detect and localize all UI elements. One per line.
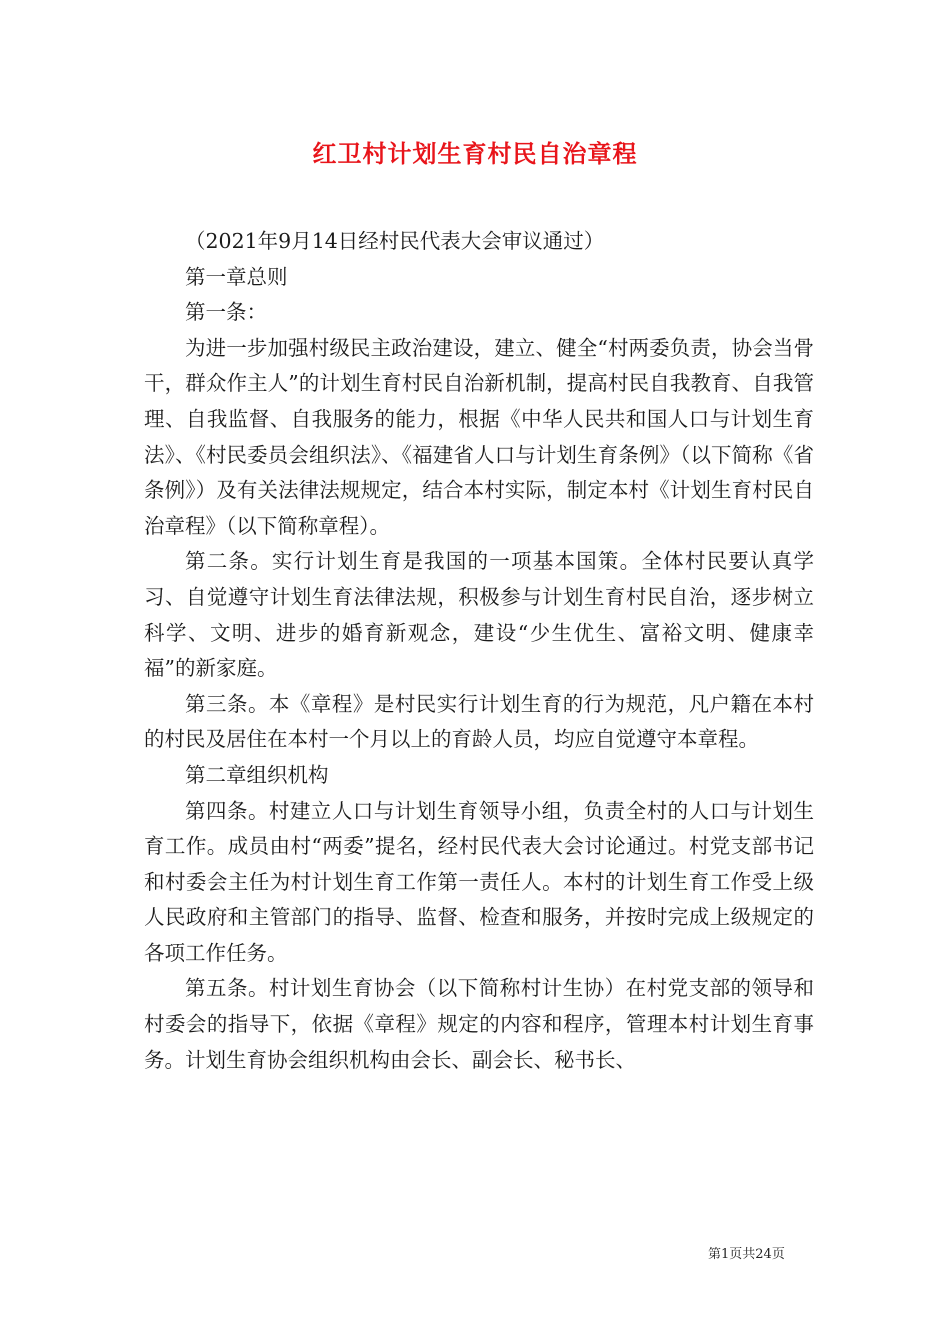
- document-title: 红卫村计划生育村民自治章程: [312, 139, 638, 168]
- chapter-heading: 第二章组织机构: [185, 762, 329, 787]
- article-paragraph: 为进一步加强村级民主政治建设，建立、健全“村两委负责，协会当骨干，群众作主人”的计划生育村民自治新机制，提高村民自我教育、自我管理、自我监督、自我服务的能力，根据《中华人民共和国人口与计划生育法》、《村民委员会组织法》、《福建省人口与计划生育条例》（以下简称《省条例》）及有关法律法规规定，结合本村实际，制定本村《计划生育村民自治章程》（以下简称章程）。: [144, 335, 814, 538]
- approval-note: （2021年9月14日经村民代表大会审议通过）: [185, 229, 605, 253]
- article-paragraph: 第五条。村计划生育协会（以下简称村计生协）在村党支部的领导和村委会的指导下，依据《章程》规定的内容和程序，管理本村计划生育事务。计划生育协会组织机构由会长、副会长、秘书长、: [144, 976, 814, 1072]
- article-paragraph: 第三条。本《章程》是村民实行计划生育的行为规范，凡户籍在本村的村民及居住在本村一个月以上的育龄人员，均应自觉遵守本章程。: [144, 691, 814, 752]
- chapter-heading: 第一章总则: [185, 264, 288, 289]
- page-number-footer: 第1页共24页: [708, 1247, 785, 1262]
- document-body: [144, 224, 814, 1078]
- article-paragraph: 第四条。村建立人口与计划生育领导小组，负责全村的人口与计划生育工作。成员由村“两委”提名，经村民代表大会讨论通过。村党支部书记和村委会主任为村计划生育工作第一责任人。本村的计划生育工作受上级人民政府和主管部门的指导、监督、检查和服务，并按时完成上级规定的各项工作任务。: [144, 798, 814, 965]
- article-paragraph: 第二条。实行计划生育是我国的一项基本国策。全体村民要认真学习、自觉遵守计划生育法律法规，积极参与计划生育村民自治，逐步树立科学、文明、进步的婚育新观念，建设“少生优生、富裕文明、健康幸福”的新家庭。: [144, 549, 814, 681]
- article-heading: 第一条：: [185, 300, 267, 325]
